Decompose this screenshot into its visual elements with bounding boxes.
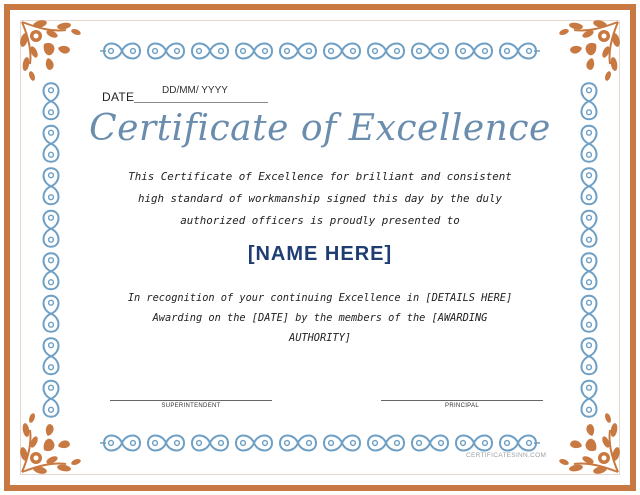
scroll-loop xyxy=(412,436,448,451)
intro-line: authorized officers is proudly presented to xyxy=(180,214,460,227)
scroll-loop xyxy=(500,436,536,451)
recognition-line: In recognition of your continuing Excellence in [DETAILS HERE] xyxy=(127,292,513,304)
scroll-loop xyxy=(368,44,404,59)
recognition-line: AUTHORITY] xyxy=(289,332,351,344)
intro-line: high standard of workmanship signed this day by the duly xyxy=(137,192,502,205)
recognition-text xyxy=(110,288,530,348)
intro-text xyxy=(100,166,540,232)
scroll-loop xyxy=(44,211,59,247)
scroll-loop xyxy=(456,44,492,59)
scroll-loop xyxy=(44,338,59,374)
scroll-loop xyxy=(148,436,184,451)
top-scroll-border xyxy=(100,38,540,64)
signature-line xyxy=(381,400,543,401)
scroll-loop xyxy=(412,44,448,59)
corner-ornament-bottom-right-icon xyxy=(548,408,622,476)
date-label: DATE xyxy=(102,90,135,104)
scroll-loop xyxy=(148,44,184,59)
scroll-loop xyxy=(582,296,597,332)
scroll-loop xyxy=(104,436,140,451)
principal-signature[interactable] xyxy=(381,400,543,409)
leaf-cluster xyxy=(558,19,621,82)
superintendent-signature[interactable] xyxy=(110,400,272,409)
leaf-cluster xyxy=(19,19,82,82)
scroll-loop xyxy=(582,211,597,247)
recognition-line: Awarding on the [DATE] by the members of the [AWARDING xyxy=(152,312,488,324)
scroll-loop xyxy=(582,338,597,374)
date-value[interactable]: DD/MM/ YYYY xyxy=(162,85,228,96)
intro-line: This Certificate of Excellence for brilliant and consistent xyxy=(128,170,512,183)
scroll-loop xyxy=(582,168,597,204)
date-underline xyxy=(134,102,268,103)
recipient-name[interactable]: [NAME HERE] xyxy=(247,243,393,265)
scroll-loop xyxy=(324,44,360,59)
corner-ornament-bottom-left-icon xyxy=(18,408,92,476)
scroll-loop xyxy=(236,436,272,451)
corner-ornament-top-left-icon xyxy=(18,18,92,86)
principal-label: PRINCIPAL xyxy=(445,403,479,409)
scroll-loop xyxy=(44,296,59,332)
leaf-cluster xyxy=(19,412,82,475)
scroll-loop xyxy=(324,436,360,451)
scroll-pattern xyxy=(100,44,540,59)
scroll-loop xyxy=(44,168,59,204)
scroll-loop xyxy=(236,44,272,59)
scroll-pattern xyxy=(100,436,540,451)
corner-ornament-top-right-icon xyxy=(548,18,622,86)
scroll-loop xyxy=(456,436,492,451)
superintendent-label: SUPERINTENDENT xyxy=(161,403,221,409)
watermark-text: CERTIFICATESINN.COM xyxy=(466,452,547,459)
scroll-loop xyxy=(192,44,228,59)
scroll-loop xyxy=(368,436,404,451)
scroll-loop xyxy=(104,44,140,59)
signature-line xyxy=(110,400,272,401)
date-field[interactable] xyxy=(102,85,272,106)
scroll-loop xyxy=(280,44,316,59)
scroll-loop xyxy=(192,436,228,451)
leaf-cluster xyxy=(558,412,621,475)
scroll-loop xyxy=(500,44,536,59)
certificate-title: Certificate of Excellence xyxy=(89,108,551,149)
scroll-loop xyxy=(280,436,316,451)
